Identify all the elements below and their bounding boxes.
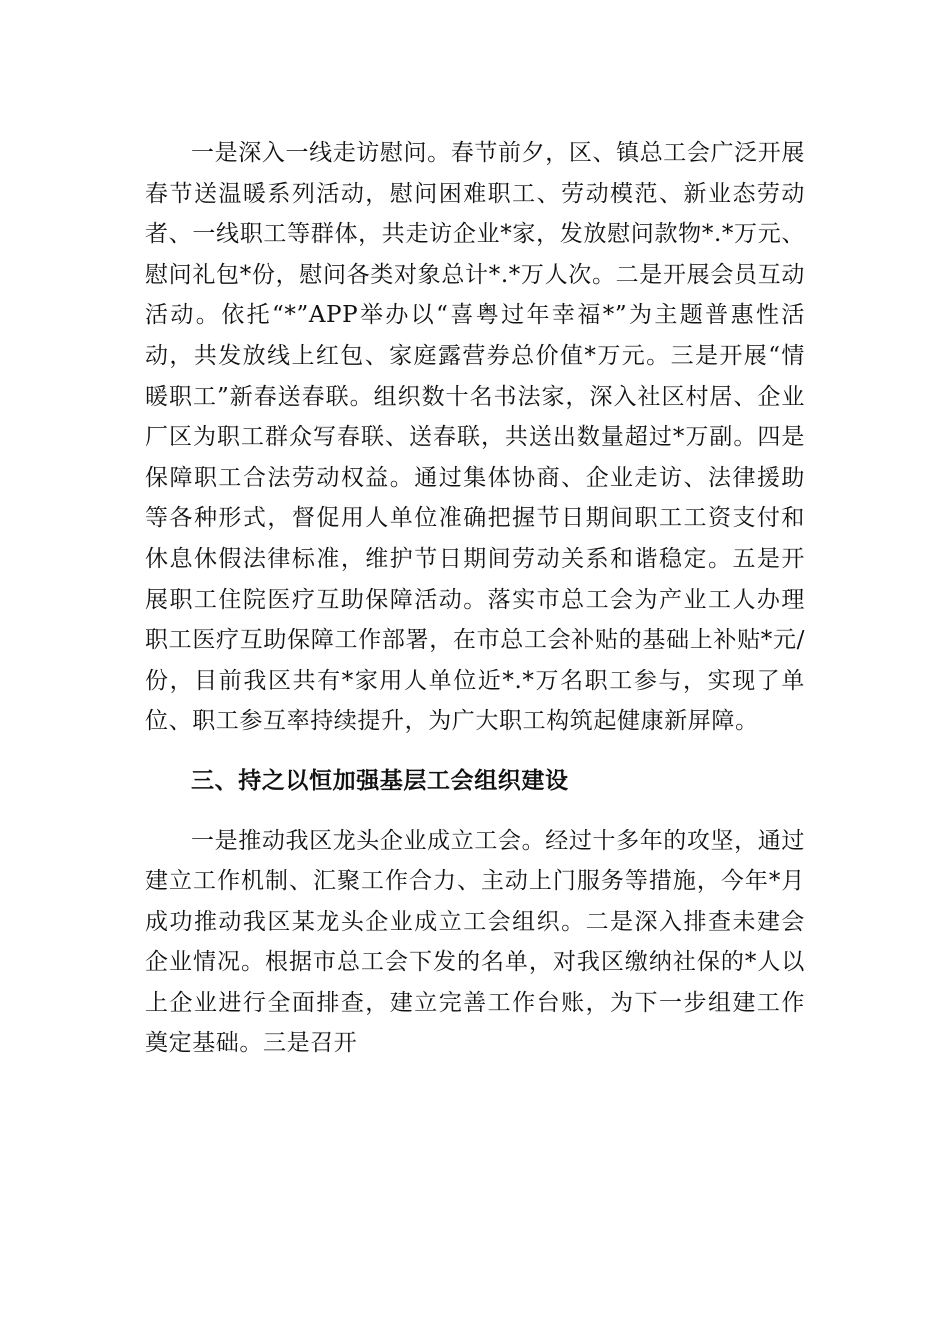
section-heading: 三、持之以恒加强基层工会组织建设 [191, 766, 569, 794]
body-paragraph-1: 一是深入一线走访慰问。春节前夕，区、镇总工会广泛开展春节送温暖系列活动，慰问困难职工、劳动模范、新业态劳动者、一线职工等群体，共走访企业*家，发放慰问款物*.*万元、慰问礼包*份，慰问各类对象总计*.*万人次。二是开展会员互动活动。依托“*”APP举办以“喜粤过年幸福*”为主题普惠性活动，共发放线上红包、家庭露营券总价值*万元。三是开展“情暖职工”新春送春联。组织数十名书法家，深入社区村居、企业厂区为职工群众写春联、送春联，共送出数量超过*万副。四是保障职工合法劳动权益。通过集体协商、企业走访、法律援助等各种形式，督促用人单位准确把握节日期间职工工资支付和休息休假法律标准，维护节日期间劳动关系和谐稳定。五是开展职工住院医疗互助保障活动。落实市总工会为产业工人办理职工医疗互助保障工作部署，在市总工会补贴的基础上补贴*元/份，目前我区共有*家用人单位近*.*万名职工参与，实现了单位、职工参互率持续提升，为广大职工构筑起健康新屏障。 [145, 140, 805, 735]
body-paragraph-2: 一是推动我区龙头企业成立工会。经过十多年的攻坚，通过建立工作机制、汇聚工作合力、主动上门服务等措施，今年*月成功推动我区某龙头企业成立工会组织。二是深入排查未建会企业情况。根据市总工会下发的名单，对我区缴纳社保的*人以上企业进行全面排查，建立完善工作台账，为下一步组建工作奠定基础。三是召开 [145, 827, 805, 1057]
document-body [145, 133, 805, 1064]
